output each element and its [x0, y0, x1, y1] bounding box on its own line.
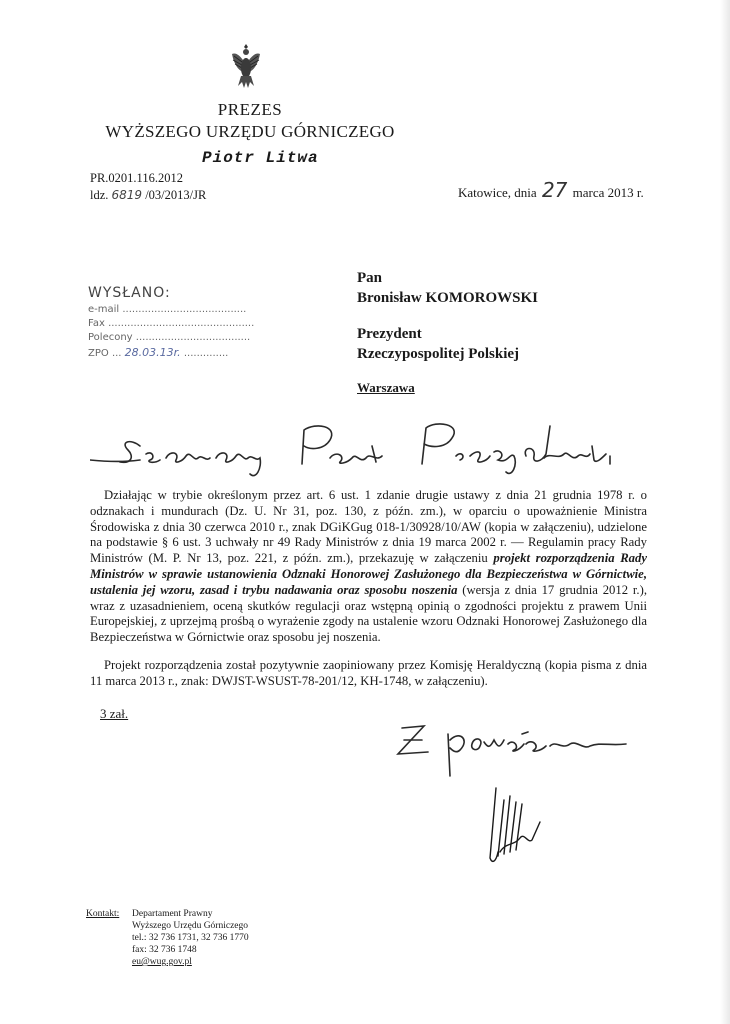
- ldz-handwritten-number: 6819: [111, 188, 143, 202]
- handwritten-salutation: [90, 416, 630, 490]
- city-date: [458, 178, 644, 202]
- handwritten-closing: [390, 710, 630, 780]
- addressee-city: Warszawa: [357, 380, 415, 395]
- attachments-note: 3 zał.: [100, 706, 129, 721]
- addressee-salutation: Pan: [357, 270, 383, 286]
- stamp-fax-label: Fax: [88, 318, 105, 329]
- reference-number: PR.0201.116.2012: [90, 171, 183, 185]
- stamp-registered-label: Polecony: [88, 332, 133, 343]
- addressee-title-2: Rzeczypospolitej Polskiej: [357, 346, 520, 362]
- stamp-fax-line: Fax ..............................................: [88, 318, 255, 329]
- addressee-name: Bronisław KOMOROWSKI: [357, 290, 538, 306]
- contact-lines: [132, 908, 332, 968]
- body-paragraph-1-emphasis: projekt rozporządzenia Rady Ministrów w sprawie ustanowienia Odznaki Honorowej Zasłużonego dla Bezpieczeństwa w Górnictwie, ustalenia jej wzoru, zasad i trybu nadawania oraz sposobu noszenia: [90, 551, 648, 597]
- eagle-emblem-icon: [228, 42, 264, 92]
- city-date-suffix: marca 2013 r.: [572, 185, 644, 200]
- body-paragraph-1-part2: (wersja z dnia 17 grudnia 2012 r.), wraz z uzasadnieniem, oceną skutków regulacji oraz wstępną opinią o zgodności projektu z prawem Unii Europejskiej, z uprzejmą prośbą o wyrażenie zgody na ustalenie wzoru Odznaki Honorowej Zasłużonego dla Bezpieczeństwa w Górnictwie oraz sposobu jej noszenia.: [90, 582, 647, 645]
- stamp-heading: WYSŁANO:: [88, 285, 171, 301]
- ldz-suffix: /03/2013/JR: [145, 188, 207, 202]
- signature-icon: [476, 782, 546, 866]
- contact-phone: tel.: 32 736 1731, 32 736 1770: [132, 933, 249, 943]
- addressee-block: [357, 268, 538, 398]
- body-paragraph-2: Projekt rozporządzenia został pozytywnie zaopiniowany przez Komisję Heraldyczną (kopia pisma z dnia 11 marca 2013 r., znak: DWJST-WSUST-78-201/12, KH-1748, w załączeniu).: [90, 657, 647, 688]
- ldz-prefix: ldz.: [90, 188, 109, 202]
- contact-fax: fax: 32 736 1748: [132, 945, 197, 955]
- city-date-prefix: Katowice, dnia: [458, 185, 537, 200]
- addressee-title-1: Prezydent: [357, 326, 422, 342]
- stamp-registered-line: Polecony ....................................: [88, 332, 251, 343]
- letter-body: [90, 488, 647, 690]
- handwritten-day: 27: [541, 178, 568, 202]
- contact-office: Wyższego Urzędu Górniczego: [132, 921, 249, 931]
- issuer-title: PREZES: [217, 100, 283, 119]
- stamp-zpo-line: ZPO ... 28.03.13r. ..............: [88, 346, 229, 359]
- issuer-office: WYŻSZEGO URZĘDU GÓRNICZEGO: [105, 122, 395, 141]
- ldz-reference: [90, 188, 206, 203]
- page-edge-shadow: [720, 0, 730, 1024]
- issuer-name: Piotr Litwa: [202, 149, 319, 167]
- contact-email-link[interactable]: eu@wug.gov.pl: [132, 957, 192, 967]
- contact-department: Departament Prawny: [132, 909, 213, 919]
- stamp-email-label: e-mail: [88, 304, 120, 315]
- body-paragraph-1-part1: Działając w trybie określonym przez art. 6 ust. 1 zdanie drugie ustawy z dnia 21 grudnia 1978 r. o odznakach i mundurach (Dz. U. Nr 31, poz. 130, z późn. zm.), w oparciu o upoważnienie Ministra Środowiska z dnia 30 czerwca 2010 r., znak DGiKGug 018-1/30928/10/AW (kopia w załączeniu), udzielone na podstawie § 6 ust. 3 uchwały nr 49 Rady Ministrów z dnia 19 marca 2002 r. — Regulamin pracy Rady Ministrów (M. P. Nr 13, poz. 221, z późn. zm.), przekazuję w załączeniu: [90, 488, 647, 566]
- body-paragraph-1: [90, 488, 647, 646]
- stamp-zpo-handwritten: 28.03.13r.: [124, 346, 181, 359]
- dispatch-stamp: [88, 285, 268, 359]
- stamp-email-line: e-mail .......................................: [88, 304, 247, 315]
- stamp-zpo-label: ZPO: [88, 348, 109, 359]
- contact-label: Kontakt:: [86, 909, 120, 919]
